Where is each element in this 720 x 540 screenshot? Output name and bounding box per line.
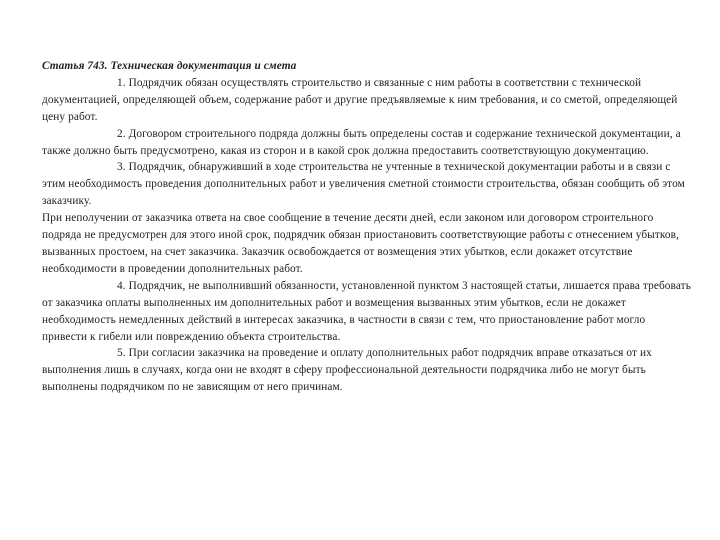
article-title: Статья 743. Техническая документация и смета [42, 60, 297, 72]
paragraph-3: 3. Подрядчик, обнаруживший в ходе строительства не учтенные в технической документации работы и в связи с этим необходимость проведения дополнительных работ и увеличения сметной стоимости строительства, обязан сообщить об этом заказчику. [42, 161, 685, 208]
paragraph-5: 5. При согласии заказчика на проведение и оплату дополнительных работ подрядчик вправе отказаться от их выполнения лишь в случаях, когда они не входят в сферу профессиональной деятельности подрядчика либо не могут быть выполнены подрядчиком по не зависящим от него причинам. [42, 347, 652, 394]
paragraph-1: 1. Подрядчик обязан осуществлять строительство и связанные с ним работы в соответствии с технической документацией, определяющей объем, содержание работ и другие предъявляемые к ним требования, и со сметой, определяющей цену работ. [42, 76, 678, 123]
document-body [42, 58, 692, 396]
paragraph-4: 4. Подрядчик, не выполнивший обязанности, установленной пунктом 3 настоящей статьи, лишается права требовать от заказчика оплаты выполненных им дополнительных работ и возмещения вызванных этим убытков, если не докажет необходимость немедленных действий в интересах заказчика, в частности в связи с тем, что приостановление работ могло привести к гибели или повреждению объекта строительства. [42, 279, 691, 343]
paragraph-3-continuation: При неполучении от заказчика ответа на свое сообщение в течение десяти дней, если законом или договором строительного подряда не предусмотрен для этого иной срок, подрядчик обязан приостановить соответствующие работы с отнесением убытков, вызванных простоем, на счет заказчика. Заказчик освобождается от возмещения этих убытков, если докажет отсутствие необходимости в проведении дополнительных работ. [42, 212, 680, 275]
paragraph-2: 2. Договором строительного подряда должны быть определены состав и содержание технической документации, а также должно быть предусмотрено, какая из сторон и в какой срок должна предоставить соответствующую документацию. [42, 127, 681, 157]
